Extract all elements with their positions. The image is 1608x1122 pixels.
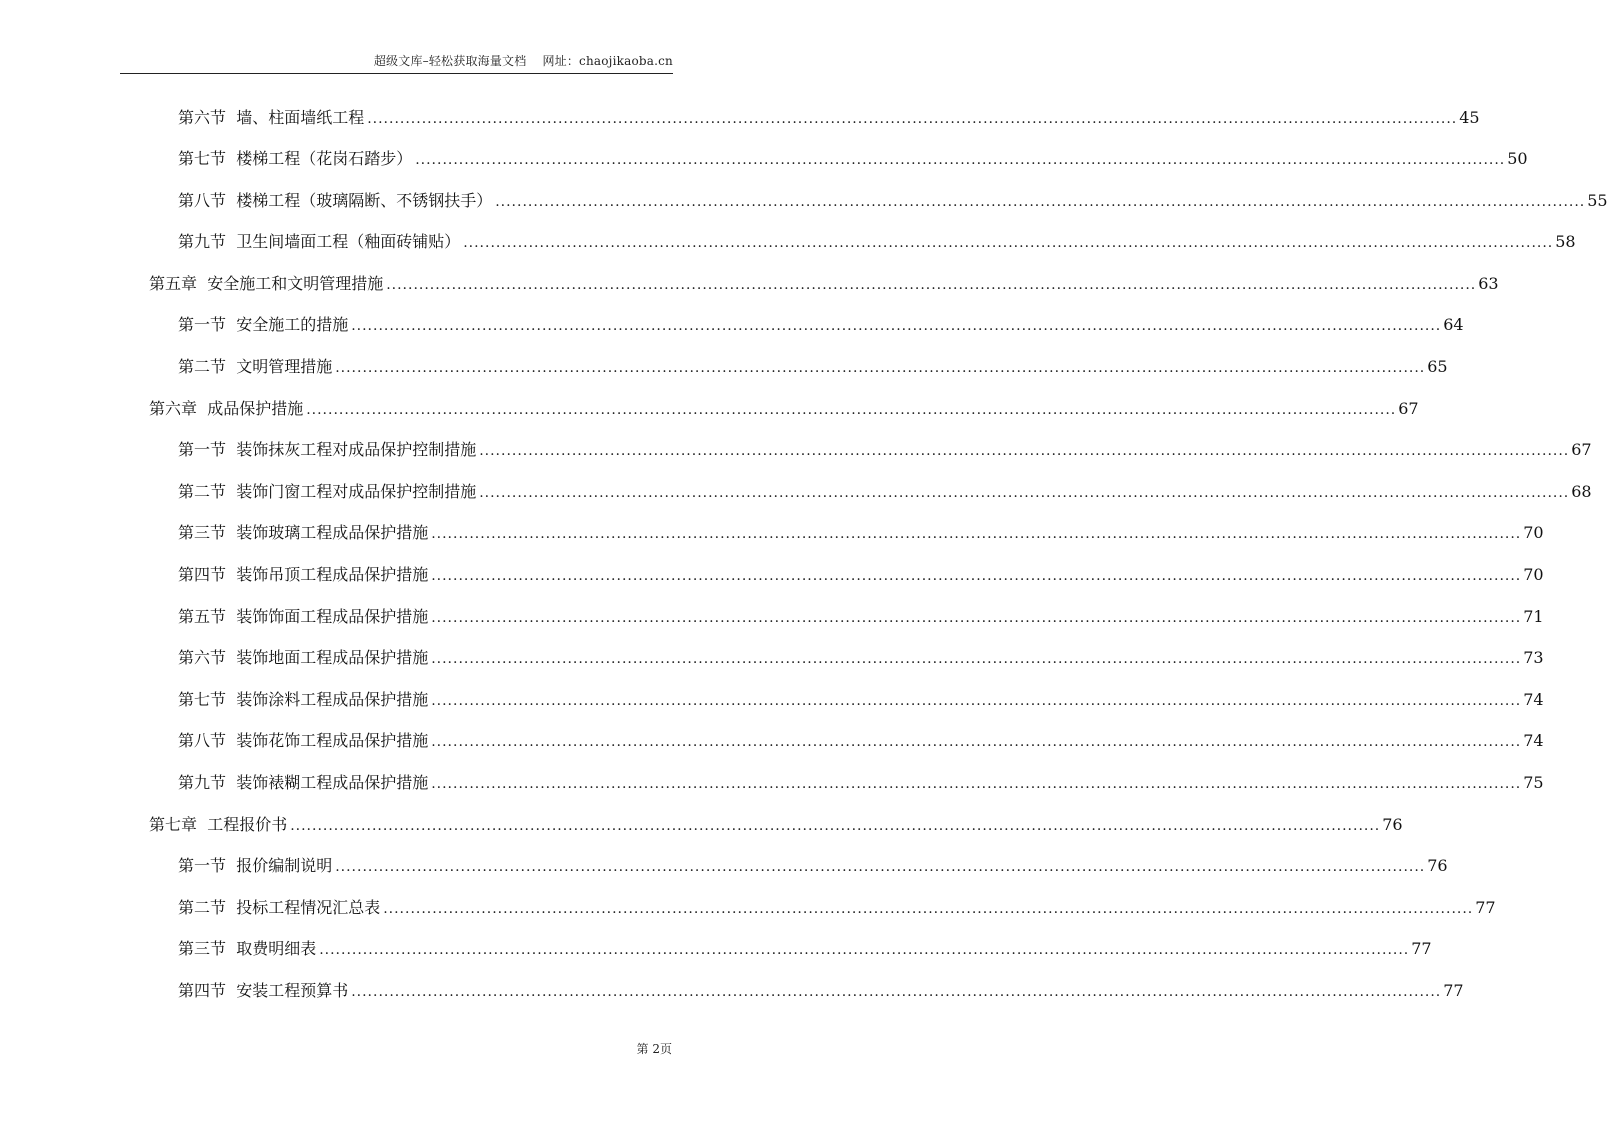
- toc-entry-title: 装饰抹灰工程对成品保护控制措施: [236, 440, 477, 459]
- toc-entry-number: 第三节: [178, 939, 227, 958]
- toc-entry[interactable]: [149, 397, 1419, 421]
- toc-entry[interactable]: [178, 106, 1480, 130]
- toc-entry-page: 70: [1523, 565, 1544, 584]
- header-text: 超级文库–轻松获取海量文档: [373, 54, 527, 68]
- toc-entry-title: 卫生间墙面工程（釉面砖铺贴）: [236, 232, 461, 251]
- toc-entry[interactable]: [178, 230, 1576, 254]
- toc-entry-page: 55: [1587, 191, 1608, 210]
- toc-entry-page: 74: [1523, 690, 1544, 709]
- toc-entry[interactable]: [178, 896, 1496, 920]
- toc-entry-page: 75: [1523, 773, 1544, 792]
- toc-entry-title: 装饰涂料工程成品保护措施: [236, 690, 429, 709]
- toc-entry-number: 第八节: [178, 731, 227, 750]
- toc-entry-page: 71: [1523, 607, 1544, 626]
- toc-entry-title: 装饰饰面工程成品保护措施: [236, 607, 429, 626]
- toc-entry-page: 73: [1523, 648, 1544, 667]
- toc-entry-number: 第九节: [178, 232, 227, 251]
- toc-entry-number: 第一节: [178, 440, 227, 459]
- toc-entry-page: 68: [1571, 482, 1592, 501]
- toc-leader: ........................................................................................................................................................................................................: [463, 235, 1554, 251]
- toc-entry-page: 63: [1478, 274, 1499, 293]
- toc-entry-number: 第六章: [149, 399, 198, 418]
- toc-entry[interactable]: [178, 979, 1464, 1003]
- toc-entry-page: 76: [1382, 815, 1403, 834]
- page-number: 第 2页: [636, 1042, 672, 1056]
- toc-leader: ........................................................................................................................................................................................................: [335, 859, 1426, 875]
- toc-entry[interactable]: [178, 438, 1592, 462]
- toc-entry-title: 取费明细表: [236, 939, 317, 958]
- toc-leader: ........................................................................................................................................................................................................: [495, 194, 1586, 210]
- toc-entry-page: 70: [1523, 523, 1544, 542]
- toc-entry-title: 楼梯工程（花岗石踏步）: [236, 149, 413, 168]
- toc-entry-title: 文明管理措施: [236, 357, 333, 376]
- toc-entry[interactable]: [178, 854, 1448, 878]
- toc-entry[interactable]: [178, 521, 1544, 545]
- toc-entry-page: 77: [1475, 898, 1496, 917]
- toc-entry-page: 77: [1443, 981, 1464, 1000]
- toc-entry-title: 装饰地面工程成品保护措施: [236, 648, 429, 667]
- toc-entry-number: 第二节: [178, 482, 227, 501]
- toc-entry[interactable]: [149, 813, 1403, 837]
- toc-entry[interactable]: [178, 313, 1464, 337]
- toc-leader: ........................................................................................................................................................................................................: [431, 693, 1522, 709]
- toc-entry-title: 成品保护措施: [207, 399, 304, 418]
- toc-entry-page: 76: [1427, 856, 1448, 875]
- toc-entry-number: 第四节: [178, 981, 227, 1000]
- toc-entry-page: 67: [1571, 440, 1592, 459]
- toc-entry-number: 第五章: [149, 274, 198, 293]
- toc-leader: ........................................................................................................................................................................................................: [319, 942, 1410, 958]
- toc-entry-title: 报价编制说明: [236, 856, 333, 875]
- toc-leader: ........................................................................................................................................................................................................: [351, 318, 1442, 334]
- toc-entry-number: 第六节: [178, 648, 227, 667]
- toc-leader: ........................................................................................................................................................................................................: [335, 360, 1426, 376]
- toc-leader: ........................................................................................................................................................................................................: [415, 152, 1506, 168]
- toc-entry[interactable]: [178, 147, 1528, 171]
- toc-entry-number: 第一节: [178, 856, 227, 875]
- toc-entry-title: 工程报价书: [207, 815, 288, 834]
- toc-entry-title: 楼梯工程（玻璃隔断、不锈钢扶手）: [236, 191, 493, 210]
- toc-entry-number: 第九节: [178, 773, 227, 792]
- toc-leader: ........................................................................................................................................................................................................: [386, 277, 1477, 293]
- toc-leader: ........................................................................................................................................................................................................: [431, 651, 1522, 667]
- toc-entry-page: 74: [1523, 731, 1544, 750]
- toc-entry-number: 第二节: [178, 898, 227, 917]
- toc-entry-number: 第二节: [178, 357, 227, 376]
- toc-entry-page: 64: [1443, 315, 1464, 334]
- toc-entry[interactable]: [178, 605, 1544, 629]
- toc-entry-page: 50: [1507, 149, 1528, 168]
- toc-entry-title: 装饰吊顶工程成品保护措施: [236, 565, 429, 584]
- toc-entry-number: 第八节: [178, 191, 227, 210]
- toc-entry-number: 第四节: [178, 565, 227, 584]
- toc-entry-number: 第七节: [178, 149, 227, 168]
- toc-entry-title: 安全施工和文明管理措施: [207, 274, 384, 293]
- toc-leader: ........................................................................................................................................................................................................: [306, 402, 1397, 418]
- toc-entry-title: 装饰门窗工程对成品保护控制措施: [236, 482, 477, 501]
- toc-entry-number: 第六节: [178, 108, 227, 127]
- toc-entry[interactable]: [178, 646, 1544, 670]
- header-site: 网址：chaojikaoba.cn: [542, 54, 673, 68]
- toc-entry[interactable]: [178, 480, 1592, 504]
- toc-entry-number: 第七节: [178, 690, 227, 709]
- toc-entry-title: 墙、柱面墙纸工程: [236, 108, 365, 127]
- toc-entry-title: 装饰玻璃工程成品保护措施: [236, 523, 429, 542]
- toc-leader: ........................................................................................................................................................................................................: [431, 610, 1522, 626]
- toc-leader: ........................................................................................................................................................................................................: [351, 984, 1442, 1000]
- toc-leader: ........................................................................................................................................................................................................: [383, 901, 1474, 917]
- toc-entry[interactable]: [178, 189, 1608, 213]
- toc-entry[interactable]: [149, 272, 1499, 296]
- toc-leader: ........................................................................................................................................................................................................: [367, 111, 1458, 127]
- toc-entry-title: 安装工程预算书: [236, 981, 349, 1000]
- toc-entry-page: 45: [1459, 108, 1480, 127]
- toc-entry-page: 65: [1427, 357, 1448, 376]
- toc-entry-page: 77: [1411, 939, 1432, 958]
- toc-entry[interactable]: [178, 729, 1544, 753]
- toc-leader: ........................................................................................................................................................................................................: [431, 776, 1522, 792]
- toc-entry-page: 67: [1398, 399, 1419, 418]
- toc-leader: ........................................................................................................................................................................................................: [431, 734, 1522, 750]
- toc-leader: ........................................................................................................................................................................................................: [431, 568, 1522, 584]
- toc-entry-title: 装饰裱糊工程成品保护措施: [236, 773, 429, 792]
- toc-entry-title: 投标工程情况汇总表: [236, 898, 381, 917]
- toc-leader: ........................................................................................................................................................................................................: [290, 818, 1381, 834]
- toc-entry-title: 安全施工的措施: [236, 315, 349, 334]
- toc-leader: ........................................................................................................................................................................................................: [479, 485, 1570, 501]
- toc-entry-title: 装饰花饰工程成品保护措施: [236, 731, 429, 750]
- toc-leader: ........................................................................................................................................................................................................: [479, 443, 1570, 459]
- toc-entry-number: 第一节: [178, 315, 227, 334]
- toc-entry[interactable]: [178, 563, 1544, 587]
- toc-entry-page: 58: [1555, 232, 1576, 251]
- toc-entry[interactable]: [178, 771, 1544, 795]
- toc-entry[interactable]: [178, 937, 1432, 961]
- toc-leader: ........................................................................................................................................................................................................: [431, 526, 1522, 542]
- toc-entry-number: 第七章: [149, 815, 198, 834]
- toc-entry[interactable]: [178, 688, 1544, 712]
- toc-entry-number: 第五节: [178, 607, 227, 626]
- toc-entry-number: 第三节: [178, 523, 227, 542]
- toc-entry[interactable]: [178, 355, 1448, 379]
